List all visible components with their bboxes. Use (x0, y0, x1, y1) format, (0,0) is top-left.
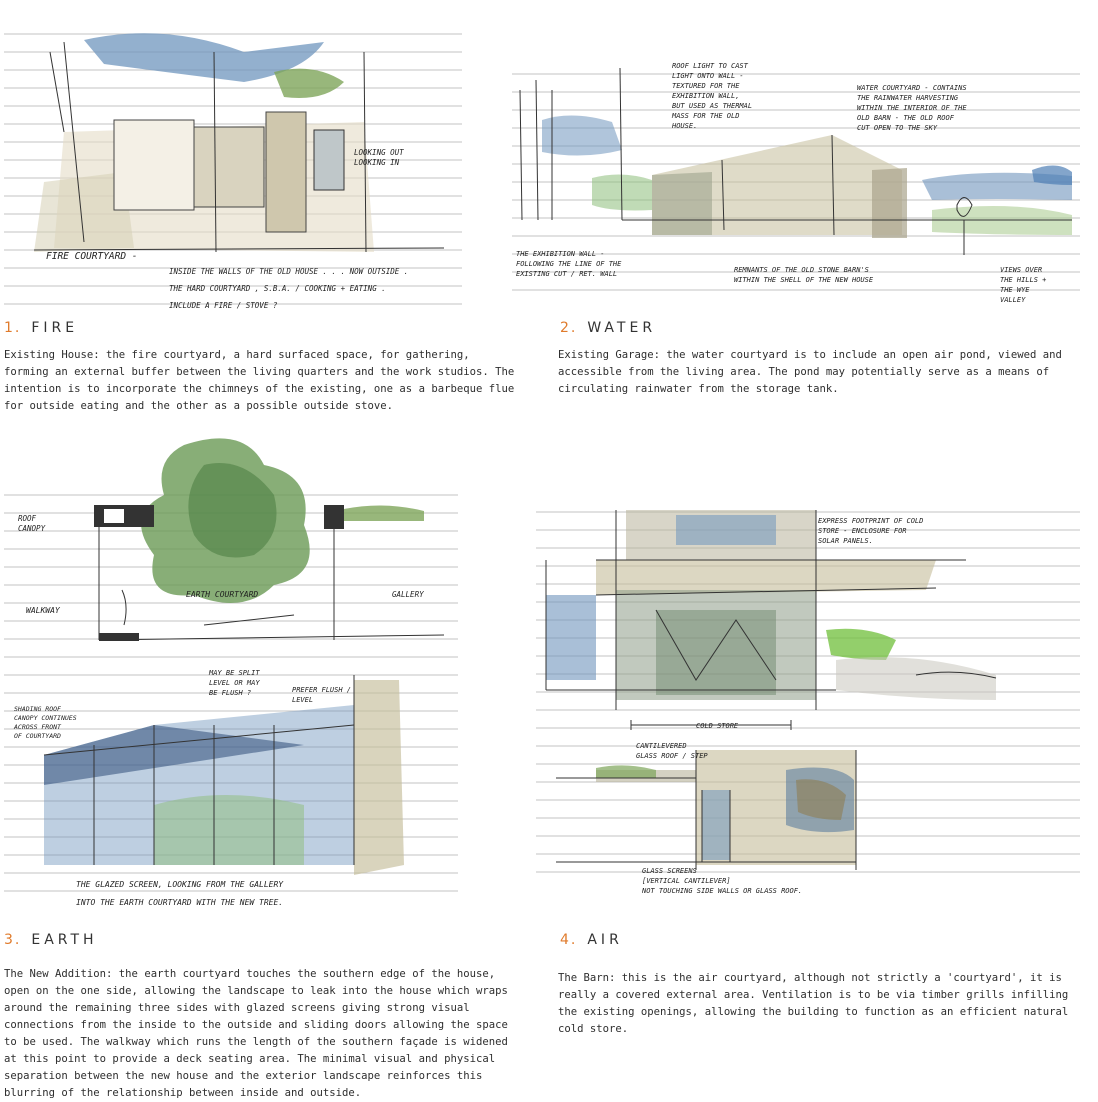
fire-courtyard-sketch (4, 12, 462, 310)
fire-sketch-line-3: INCLUDE A FIRE / STOVE ? (169, 301, 278, 310)
earth-sketch-caption-2: INTO THE EARTH COURTYARD WITH THE NEW TREE. (76, 898, 284, 907)
svg-text:THE EXHIBITION WALL -FOLLOWING: THE EXHIBITION WALL -FOLLOWING THE LINE OF THE EXISTING CUT / RET. WALL (516, 250, 622, 278)
air-note-cold-store: COLD STORE (696, 722, 739, 730)
svg-text:PREFER FLUSH /LEVEL: PREFER FLUSH / LEVEL (292, 686, 352, 704)
fire-sketch-line-1: INSIDE THE WALLS OF THE OLD HOUSE . . . NOW OUTSIDE . (169, 267, 409, 276)
svg-text:EXPRESS FOOTPRINT OF COLDSTORE: EXPRESS FOOTPRINT OF COLD STORE - ENCLOSURE FOR SOLAR PANELS. (818, 517, 924, 545)
section-title: AIR (587, 932, 623, 948)
fire-note-looking-out: LOOKING OUT (354, 148, 404, 157)
svg-text:CANTILEVEREDGLASS ROOF / STEP: CANTILEVERED GLASS ROOF / STEP (636, 742, 708, 760)
section-heading-earth (4, 932, 98, 948)
section-title: WATER (587, 320, 657, 336)
section-title: EARTH (31, 932, 98, 948)
earth-note-gallery: GALLERY (392, 590, 424, 599)
earth-description: The New Addition: the earth courtyard touches the southern edge of the house, open on the one side, allowing the landscape to leak into the house which wraps around the remaining three sides with glazed screens giving strong visual connections from the inside to the outside and sliding doors allowing the space to be used. The walkway which runs the length of the southern façade is widened at this point to provide a deck seating area. The minimal visual and physical separation between the new house and the exterior landscape reinforces this blurring of the relationship between inside and outside. (4, 968, 508, 1099)
section-heading-fire (4, 320, 78, 336)
fire-note-looking-in: LOOKING IN (354, 158, 400, 167)
svg-text:VIEWS OVERTHE HILLS +THE WYEVA: VIEWS OVER THE HILLS + THE WYE VALLEY (1000, 266, 1047, 304)
svg-text:REMNANTS OF THE OLD STONE BARN: REMNANTS OF THE OLD STONE BARN'S WITHIN THE SHELL OF THE NEW HOUSE (734, 266, 874, 284)
earth-sketch-caption-1: THE GLAZED SCREEN, LOOKING FROM THE GALLERY (76, 880, 284, 889)
air-description: The Barn: this is the air courtyard, although not strictly a 'courtyard', it is really a covered external area. Ventilation is to be via timber grills infilling the existing openings, allowing the building to function as an efficient natural cold store. (558, 972, 1069, 1035)
section-number: 1. (4, 320, 22, 336)
water-description: Existing Garage: the water courtyard is to include an open air pond, viewed and accessible from the living area. The pond may potentially serve as a means of circulating rainwater from the storage tank. (558, 349, 1062, 395)
section-heading-water (560, 320, 656, 336)
section-number: 2. (560, 320, 578, 336)
svg-text:SHADING ROOFCANOPY CONTINUESAC: SHADING ROOF CANOPY CONTINUES ACROSS FRONT OF COURTYARD (14, 705, 77, 740)
section-heading-air (560, 932, 623, 948)
earth-note-courtyard: EARTH COURTYARD (186, 590, 259, 599)
water-courtyard-sketch (512, 60, 1080, 310)
svg-text:MAY BE SPLITLEVEL OR MAYBE FLU: MAY BE SPLIT LEVEL OR MAY BE FLUSH ? (209, 669, 260, 697)
fire-sketch-caption: FIRE COURTYARD - (46, 251, 138, 262)
svg-text:ROOF LIGHT TO CASTLIGHT ONTO W: ROOF LIGHT TO CAST LIGHT ONTO WALL -TEXTURED FOR THE EXHIBITION WALL, BUT USED AS THERMAL MASS FOR THE OLD HOUSE. (672, 62, 753, 130)
svg-text:GLASS SCREENS[VERTICAL CANTILE: GLASS SCREENS [VERTICAL CANTILEVER] NOT TOUCHING SIDE WALLS OR GLASS ROOF. (642, 867, 803, 895)
svg-text:ROOFCANOPY: ROOF CANOPY (18, 514, 46, 533)
fire-sketch-line-2: THE HARD COURTYARD , S.B.A. / COOKING + EATING . (169, 284, 386, 293)
earth-note-walkway: WALKWAY (26, 606, 60, 615)
svg-text:WATER COURTYARD - CONTAINSTHE: WATER COURTYARD - CONTAINS THE RAINWATER HARVESTING WITHIN THE INTERIOR OF THE OLD BARN - THE OLD ROOF CUT OPEN TO THE SKY (857, 84, 967, 132)
earth-courtyard-sketch (4, 425, 458, 920)
air-courtyard-sketch (536, 500, 1080, 905)
fire-description: Existing House: the fire courtyard, a hard surfaced space, for gathering, forming an external buffer between the living quarters and the work studios. The intention is to incorporate the chimneys of the existing, one as a barbeque flue for outside eating and the other as a possible outside stove. (4, 349, 515, 412)
section-number: 3. (4, 932, 22, 948)
section-title: FIRE (31, 320, 79, 336)
section-number: 4. (560, 932, 578, 948)
